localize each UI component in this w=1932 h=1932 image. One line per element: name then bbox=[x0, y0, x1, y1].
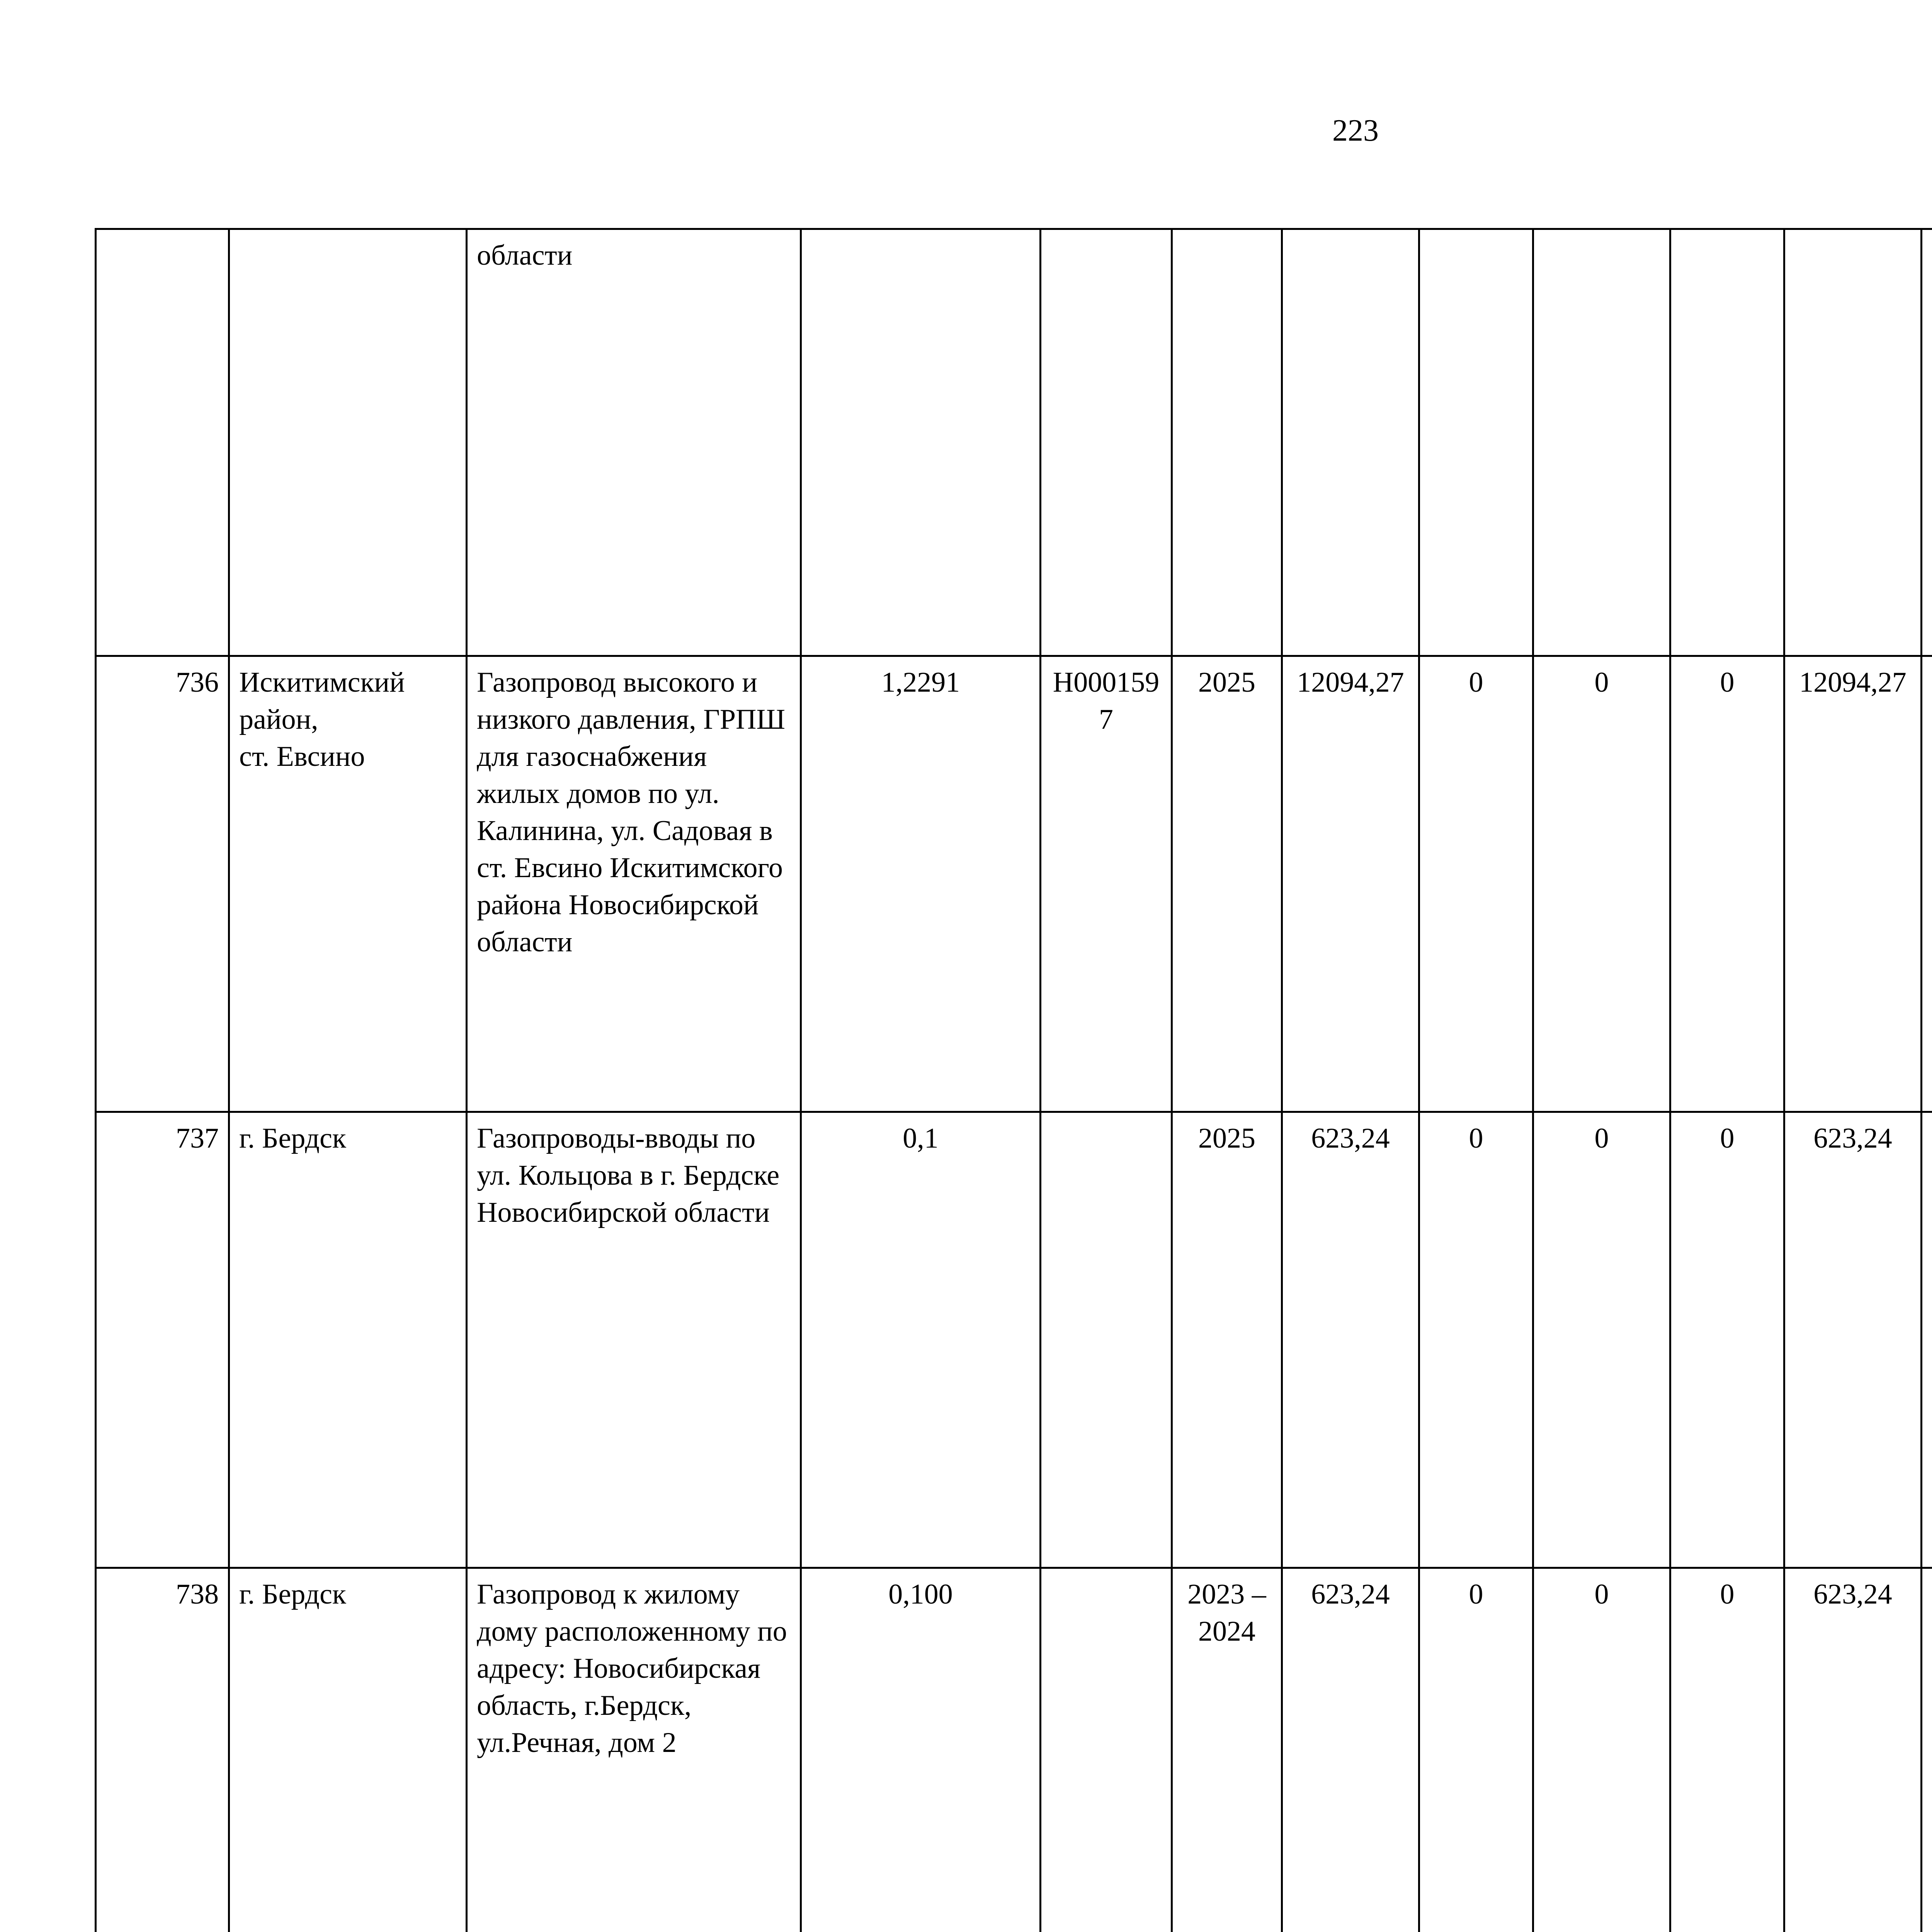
cell-cost-col-1: 0 bbox=[1419, 656, 1533, 1112]
cell-object: Газопровод высокого и низкого давления, ГРПШ для газоснабжения жилых домов по ул. Калинина, ул. Садовая в ст. Евсино Искитимского района Новосибирской области bbox=[467, 656, 801, 1112]
cell-organization bbox=[1922, 656, 1932, 1112]
table-row bbox=[96, 656, 1932, 1112]
cell-code bbox=[1041, 1568, 1172, 1932]
cell-total-cost: 12094,27 bbox=[1282, 656, 1419, 1112]
cell-cost-col-2 bbox=[1533, 229, 1670, 656]
cell-length bbox=[801, 229, 1041, 656]
cell-cost-col-4: 623,24 bbox=[1784, 1112, 1922, 1568]
cell-length: 1,2291 bbox=[801, 656, 1041, 1112]
cell-code: Н0001597 bbox=[1041, 656, 1172, 1112]
cell-cost-col-4: 12094,27 bbox=[1784, 656, 1922, 1112]
cell-cost-col-1: 0 bbox=[1419, 1568, 1533, 1932]
cell-years: 2025 bbox=[1172, 656, 1282, 1112]
table-row bbox=[96, 1568, 1932, 1932]
cell-total-cost: 623,24 bbox=[1282, 1568, 1419, 1932]
cell-cost-col-4 bbox=[1784, 229, 1922, 656]
cell-number bbox=[96, 229, 229, 656]
cell-organization bbox=[1922, 1568, 1932, 1932]
cell-years bbox=[1172, 229, 1282, 656]
page-number: 223 bbox=[0, 112, 1932, 149]
cell-location: Искитимский район, ст. Евсино bbox=[229, 656, 467, 1112]
cell-years: 2025 bbox=[1172, 1112, 1282, 1568]
cell-cost-col-3: 0 bbox=[1670, 1568, 1784, 1932]
cell-cost-col-1 bbox=[1419, 229, 1533, 656]
cell-object: Газопровод к жилому дому расположенному по адресу: Новосибирская область, г.Бердск, ул.Речная, дом 2 bbox=[467, 1568, 801, 1932]
cell-object: области bbox=[467, 229, 801, 656]
cell-number: 736 bbox=[96, 656, 229, 1112]
cell-total-cost bbox=[1282, 229, 1419, 656]
cell-length: 0,100 bbox=[801, 1568, 1041, 1932]
cell-location bbox=[229, 229, 467, 656]
cell-cost-col-2: 0 bbox=[1533, 656, 1670, 1112]
table-row bbox=[96, 229, 1932, 656]
cell-cost-col-2: 0 bbox=[1533, 1568, 1670, 1932]
cell-cost-col-3: 0 bbox=[1670, 1112, 1784, 1568]
cell-total-cost: 623,24 bbox=[1282, 1112, 1419, 1568]
cell-code bbox=[1041, 1112, 1172, 1568]
cell-cost-col-2: 0 bbox=[1533, 1112, 1670, 1568]
cell-length: 0,1 bbox=[801, 1112, 1041, 1568]
table-row bbox=[96, 1112, 1932, 1568]
cell-location: г. Бердск bbox=[229, 1568, 467, 1932]
cell-cost-col-4: 623,24 bbox=[1784, 1568, 1922, 1932]
cell-location: г. Бердск bbox=[229, 1112, 467, 1568]
cell-cost-col-3: 0 bbox=[1670, 656, 1784, 1112]
cell-organization bbox=[1922, 1112, 1932, 1568]
cell-number: 738 bbox=[96, 1568, 229, 1932]
cell-years: 2023 – 2024 bbox=[1172, 1568, 1282, 1932]
cell-cost-col-3 bbox=[1670, 229, 1784, 656]
cell-organization bbox=[1922, 229, 1932, 656]
cell-object: Газопроводы-вводы по ул. Кольцова в г. Бердске Новосибирской области bbox=[467, 1112, 801, 1568]
cell-code bbox=[1041, 229, 1172, 656]
gas-pipeline-table bbox=[95, 228, 1932, 1932]
cell-cost-col-1: 0 bbox=[1419, 1112, 1533, 1568]
cell-number: 737 bbox=[96, 1112, 229, 1568]
